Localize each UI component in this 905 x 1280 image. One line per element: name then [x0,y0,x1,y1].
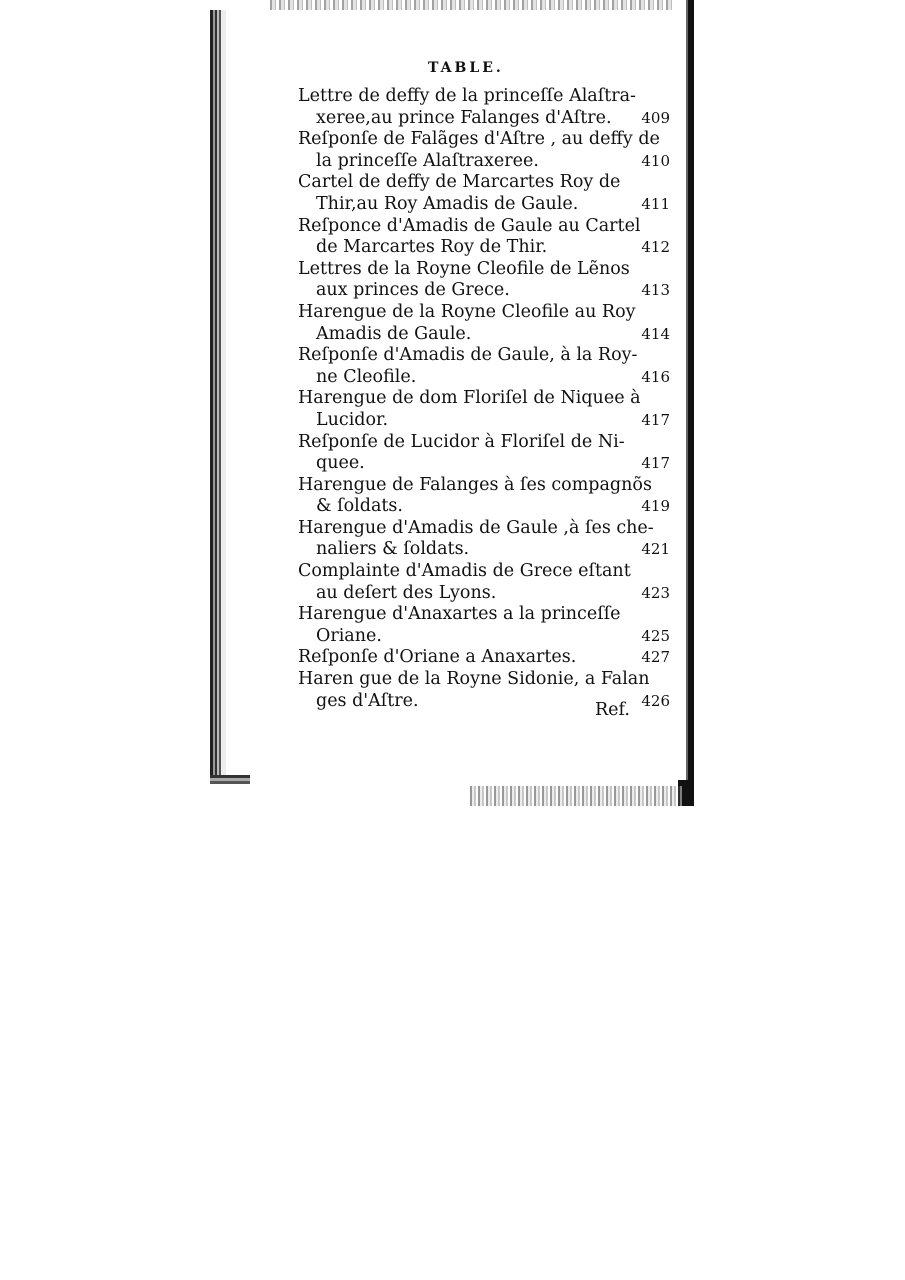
toc-entry-line [298,129,670,151]
binding-edge [210,10,226,790]
toc-entry [298,561,670,604]
toc-entry-text: & ſoldats. [316,496,403,517]
toc-entry-line [298,302,670,324]
toc-entry [298,302,670,345]
toc-entry-line [298,669,670,691]
toc-entry-line [298,108,670,130]
toc-entry [298,345,670,388]
toc-entry-text: Reſponſe de Lucidor à Floriſel de Ni- [298,431,625,452]
toc-entry-line [298,432,670,454]
toc-entry-line [298,86,670,108]
toc-entry-line [298,583,670,605]
catchword: Ref. [595,700,630,720]
toc-entry-line [298,647,670,669]
toc-entry-line [298,280,670,302]
toc-entry-line [298,604,670,626]
toc-entry [298,432,670,475]
toc-entry [298,604,670,647]
toc-entry-text: xeree,au prince Falanges d'Aſtre. [316,107,612,128]
toc-page-number: 426 [641,691,670,710]
toc-entry-text: Lucidor. [316,409,389,430]
toc-entry [298,388,670,431]
toc-entry [298,518,670,561]
toc-entry-text: Reſponſe de Falãges d'Aſtre , au deffy de [298,129,660,150]
toc-entry-text: ges d'Aſtre. [316,690,419,711]
toc-entry-text: Harengue de dom Floriſel de Niquee à [298,388,641,409]
toc-entry-text: la princeſſe Alaſtraxeree. [316,150,539,171]
toc-entry-text: Lettre de deffy de la princeſſe Alaſtra- [298,86,636,106]
toc-entry-line [298,539,670,561]
toc-entry-line [298,475,670,497]
toc-entry [298,172,670,215]
scanned-page [210,0,694,806]
toc-entry-text: Reſponſe d'Amadis de Gaule, à la Roy- [298,345,638,366]
toc-page-number: 419 [641,497,670,516]
toc-entry-line [298,410,670,432]
toc-page-number: 416 [641,367,670,386]
toc-entry-line [298,388,670,410]
toc-entry-line [298,324,670,346]
scan-noise-bottom [470,786,682,806]
running-header: TABLE. [428,60,504,76]
table-of-contents [298,86,670,712]
toc-entry-text: Lettres de la Royne Cleofile de Lẽnos [298,258,630,279]
toc-entry-line [298,216,670,238]
toc-entry-text: de Marcartes Roy de Thir. [316,237,548,258]
toc-page-number: 414 [641,324,670,343]
toc-entry-text: Harengue de Falanges à ſes compagnõs [298,474,652,495]
toc-entry [298,259,670,302]
toc-entry-line [298,561,670,583]
toc-entry-line [298,518,670,540]
toc-entry-text: Harengue d'Amadis de Gaule ,à ſes che- [298,517,654,538]
toc-entry-line [298,367,670,389]
toc-entry [298,129,670,172]
toc-page-number: 417 [641,454,670,473]
toc-entry [298,475,670,518]
toc-entry-line [298,453,670,475]
scan-noise-top [270,0,674,10]
page-edge-right [686,0,694,806]
toc-entry-text: Cartel de deffy de Marcartes Roy de [298,172,621,193]
toc-entry-text: naliers & ſoldats. [316,539,470,560]
toc-entry-line [298,345,670,367]
toc-entry-text: au deſert des Lyons. [316,582,497,603]
toc-entry-text: Reſponſe d'Oriane a Anaxartes. [298,647,577,668]
toc-entry-text: Harengue de la Royne Cleofile au Roy [298,301,636,322]
toc-page-number: 412 [641,238,670,257]
toc-entry-line [298,151,670,173]
toc-page-number: 421 [641,540,670,559]
toc-entry-line [298,496,670,518]
toc-entry-text: Complainte d'Amadis de Grece eſtant [298,561,631,582]
toc-entry-text: ne Cleofile. [316,366,417,387]
toc-entry-text: Oriane. [316,625,382,646]
toc-page-number: 410 [641,151,670,170]
toc-entry-line [298,237,670,259]
toc-page-number: 411 [641,194,670,213]
toc-page-number: 409 [641,108,670,127]
toc-page-number: 413 [641,281,670,300]
toc-page-number: 427 [641,648,670,667]
toc-entry-text: Thir,au Roy Amadis de Gaule. [316,193,579,214]
toc-entry-text: Haren gue de la Royne Sidonie, a Falan [298,669,650,690]
toc-entry [298,647,670,669]
toc-entry-text: Reſponce d'Amadis de Gaule au Cartel [298,215,641,236]
toc-entry-text: aux princes de Grece. [316,280,510,301]
toc-entry-text: Harengue d'Anaxartes a la princeſſe [298,604,621,625]
toc-page-number: 425 [641,626,670,645]
toc-entry-line [298,194,670,216]
toc-entry [298,86,670,129]
toc-entry-line [298,259,670,281]
toc-entry-line [298,172,670,194]
toc-entry-line [298,626,670,648]
binding-edge-bottom [210,775,250,791]
toc-entry-text: Amadis de Gaule. [316,323,472,344]
toc-entry-text: quee. [316,453,365,474]
toc-page-number: 417 [641,410,670,429]
toc-entry [298,216,670,259]
toc-page-number: 423 [641,583,670,602]
